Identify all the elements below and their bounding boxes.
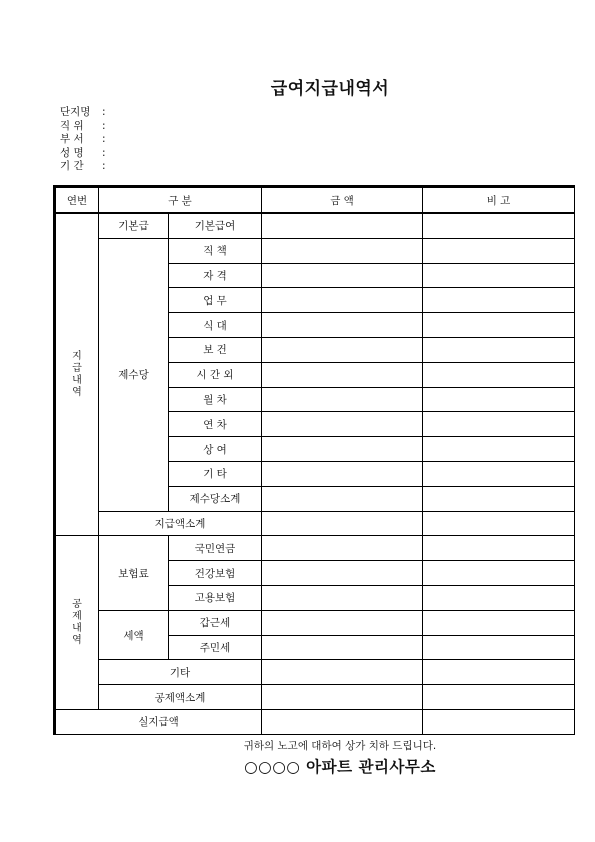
amount-cell[interactable] bbox=[262, 238, 423, 263]
amount-cell[interactable] bbox=[262, 461, 423, 486]
footer-note: 귀하의 노고에 대하여 상가 치하 드립니다. bbox=[243, 740, 437, 752]
info-row-name bbox=[60, 147, 106, 161]
pay-table bbox=[53, 185, 575, 735]
insurance-item-cell: 국민연금 bbox=[169, 536, 262, 561]
remarks-cell[interactable] bbox=[423, 610, 575, 635]
amount-cell[interactable] bbox=[262, 511, 423, 536]
table-row bbox=[55, 610, 575, 635]
info-colon: : bbox=[102, 160, 106, 173]
info-block bbox=[60, 106, 106, 174]
remarks-cell[interactable] bbox=[423, 362, 575, 387]
remarks-cell[interactable] bbox=[423, 461, 575, 486]
net-pay-cell: 실지급액 bbox=[55, 709, 262, 735]
allowance-item-cell: 보 건 bbox=[169, 337, 262, 362]
info-colon: : bbox=[102, 106, 106, 118]
remarks-cell[interactable] bbox=[423, 437, 575, 462]
insurance-group-cell: 보험료 bbox=[99, 536, 169, 610]
remarks-cell[interactable] bbox=[423, 387, 575, 412]
header-amount: 금 액 bbox=[262, 187, 423, 214]
remarks-cell[interactable] bbox=[423, 511, 575, 536]
table-header-row bbox=[55, 187, 575, 214]
deduction-other-cell: 기타 bbox=[99, 660, 262, 685]
amount-cell[interactable] bbox=[262, 709, 423, 735]
amount-cell[interactable] bbox=[262, 486, 423, 511]
amount-cell[interactable] bbox=[262, 288, 423, 313]
office-name: ○○○○ 아파트 관리사무소 bbox=[244, 758, 436, 776]
base-item-cell: 기본급여 bbox=[169, 213, 262, 238]
remarks-cell[interactable] bbox=[423, 635, 575, 660]
insurance-item-cell: 건강보험 bbox=[169, 561, 262, 586]
amount-cell[interactable] bbox=[262, 536, 423, 561]
remarks-cell[interactable] bbox=[423, 313, 575, 338]
payment-subtotal-cell: 지급액소계 bbox=[99, 511, 262, 536]
pay-table-container bbox=[53, 185, 595, 735]
allowance-group-cell: 제수당 bbox=[99, 238, 169, 511]
table-row bbox=[55, 685, 575, 710]
amount-cell[interactable] bbox=[262, 635, 423, 660]
allowance-item-cell: 업 무 bbox=[169, 288, 262, 313]
table-row bbox=[55, 213, 575, 238]
remarks-cell[interactable] bbox=[423, 585, 575, 610]
header-remarks: 비 고 bbox=[423, 187, 575, 214]
table-row bbox=[55, 536, 575, 561]
info-label: 기 간 bbox=[60, 160, 84, 173]
amount-cell[interactable] bbox=[262, 412, 423, 437]
info-row-complex bbox=[60, 106, 106, 120]
amount-cell[interactable] bbox=[262, 313, 423, 338]
tax-group-cell: 세액 bbox=[99, 610, 169, 660]
allowance-item-cell: 시 간 외 bbox=[169, 362, 262, 387]
allowance-item-cell: 상 여 bbox=[169, 437, 262, 462]
info-colon: : bbox=[102, 146, 106, 159]
tax-item-cell: 갑근세 bbox=[169, 610, 262, 635]
deduction-group-label: 공제내역 bbox=[72, 598, 82, 646]
payment-group-label: 지급내역 bbox=[72, 350, 82, 398]
remarks-cell[interactable] bbox=[423, 337, 575, 362]
remarks-cell[interactable] bbox=[423, 238, 575, 263]
info-row-position bbox=[60, 120, 106, 134]
amount-cell[interactable] bbox=[262, 660, 423, 685]
amount-cell[interactable] bbox=[262, 263, 423, 288]
document-title: 급여지급내역서 bbox=[270, 79, 390, 99]
tax-item-cell: 주민세 bbox=[169, 635, 262, 660]
info-label: 단지명 bbox=[60, 106, 91, 118]
remarks-cell[interactable] bbox=[423, 486, 575, 511]
amount-cell[interactable] bbox=[262, 685, 423, 710]
info-colon: : bbox=[102, 133, 106, 146]
allowance-item-cell: 연 차 bbox=[169, 412, 262, 437]
deduction-subtotal-cell: 공제액소계 bbox=[99, 685, 262, 710]
amount-cell[interactable] bbox=[262, 437, 423, 462]
insurance-item-cell: 고용보험 bbox=[169, 585, 262, 610]
allowance-item-cell: 월 차 bbox=[169, 387, 262, 412]
table-row bbox=[55, 511, 575, 536]
remarks-cell[interactable] bbox=[423, 213, 575, 238]
remarks-cell[interactable] bbox=[423, 536, 575, 561]
amount-cell[interactable] bbox=[262, 387, 423, 412]
remarks-cell[interactable] bbox=[423, 412, 575, 437]
info-label: 직 위 bbox=[60, 119, 84, 132]
remarks-cell[interactable] bbox=[423, 685, 575, 710]
amount-cell[interactable] bbox=[262, 213, 423, 238]
amount-cell[interactable] bbox=[262, 585, 423, 610]
allowance-item-cell: 기 타 bbox=[169, 461, 262, 486]
table-row bbox=[55, 660, 575, 685]
amount-cell[interactable] bbox=[262, 561, 423, 586]
base-group-cell: 기본급 bbox=[99, 213, 169, 238]
table-row bbox=[55, 238, 575, 263]
allowance-item-cell: 자 격 bbox=[169, 263, 262, 288]
remarks-cell[interactable] bbox=[423, 561, 575, 586]
table-row bbox=[55, 709, 575, 735]
info-row-period bbox=[60, 160, 106, 174]
remarks-cell[interactable] bbox=[423, 709, 575, 735]
remarks-cell[interactable] bbox=[423, 660, 575, 685]
amount-cell[interactable] bbox=[262, 610, 423, 635]
info-label: 성 명 bbox=[60, 146, 84, 159]
header-no: 연번 bbox=[55, 187, 99, 214]
deduction-group-cell bbox=[55, 536, 99, 710]
allowance-subtotal-cell: 제수당소계 bbox=[169, 486, 262, 511]
allowance-item-cell: 직 책 bbox=[169, 238, 262, 263]
amount-cell[interactable] bbox=[262, 362, 423, 387]
header-category: 구 분 bbox=[99, 187, 262, 214]
info-label: 부 서 bbox=[60, 133, 84, 146]
info-colon: : bbox=[102, 119, 106, 132]
remarks-cell[interactable] bbox=[423, 263, 575, 288]
amount-cell[interactable] bbox=[262, 337, 423, 362]
payment-group-cell bbox=[55, 213, 99, 536]
remarks-cell[interactable] bbox=[423, 288, 575, 313]
allowance-item-cell: 식 대 bbox=[169, 313, 262, 338]
info-row-department bbox=[60, 133, 106, 147]
